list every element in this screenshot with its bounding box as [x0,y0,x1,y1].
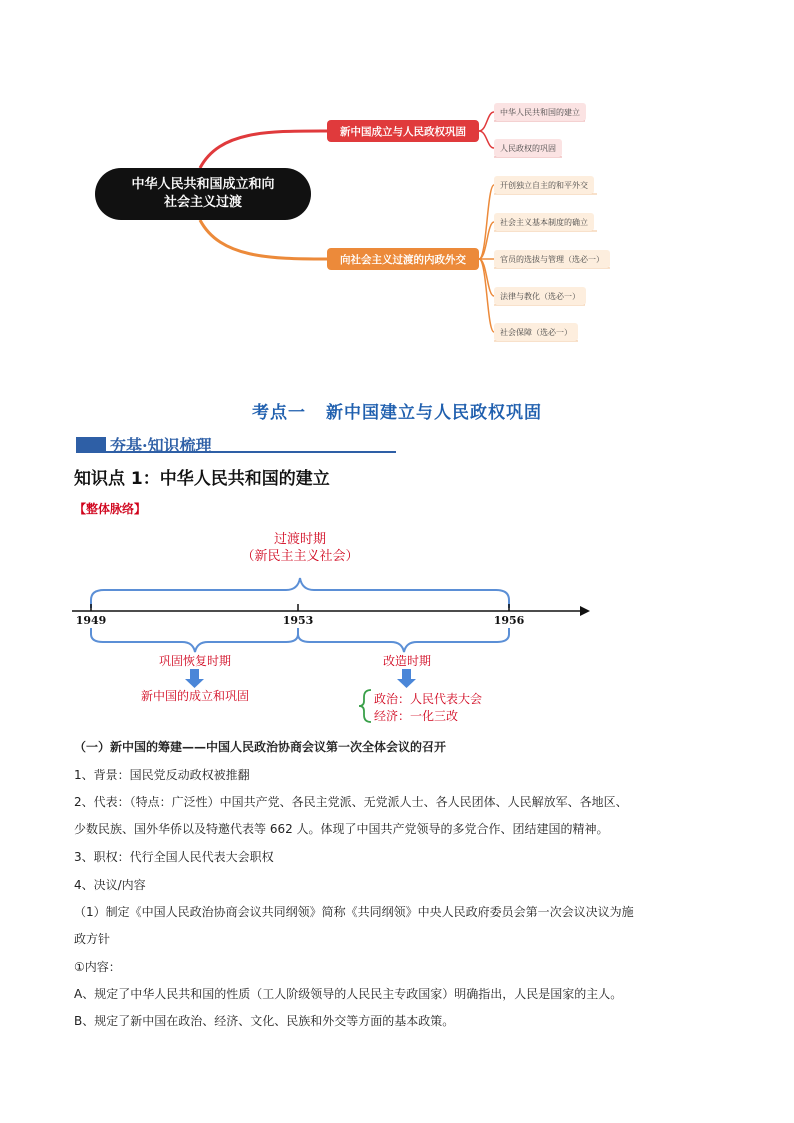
paragraph: 1、背景：国民党反动政权被推翻 [74,768,250,782]
timeline-top-brace [91,578,509,608]
section-title [0,398,794,423]
subheading: （一）新中国的筹建——中国人民政治协商会议第一次全体会议的召开 [74,740,447,754]
mindmap-leaf: 人民政权的巩固 [494,139,562,157]
mindmap-root-line-2: 社会主义过渡 [163,195,242,210]
right-arrow-head [397,679,416,688]
paragraph: ①内容： [74,960,121,974]
mindmap-leaf: 官员的选拔与管理（选必一） [494,250,610,268]
paragraph: B、规定了新中国在政治、经济、文化、民族和外交等方面的基本政策。 [74,1014,455,1028]
paragraph: 4、决议/内容 [74,878,146,892]
kaodian-label: 考点一 [252,403,306,423]
banner-title: 夯基·知识梳理 [110,436,212,455]
mindmap-branch-1: 新中国成立与人民政权巩固 [327,120,479,142]
right-arrow-stem [402,669,411,679]
left-arrow-head [185,679,204,688]
timeline-year: 1956 [493,614,525,627]
paragraph: 政方针 [74,932,111,946]
timeline-year: 1949 [75,614,107,627]
right-items-brace [359,690,371,722]
timeline-top-label: 过渡时期 [273,532,327,547]
timeline-year: 1953 [282,614,314,627]
timeline-left-brace [91,628,298,652]
left-period-label: 巩固恢复时期 [158,654,232,668]
overview-label: 【整体脉络】 [74,502,147,516]
right-item-economy: 经济：一化三改 [374,709,459,723]
right-item-politics: 政治：人民代表大会 [374,692,483,706]
mindmap-leaf: 中华人民共和国的建立 [494,103,586,121]
mindmap-branch-2: 向社会主义过渡的内政外交 [327,248,479,270]
banner-accent [76,437,106,451]
timeline-top-sub: （新民主主义社会） [241,549,359,564]
timeline-arrow [580,606,590,616]
mindmap-root-line-1: 中华人民共和国成立和向 [131,177,275,192]
mindmap-leaf: 法律与教化（选必一） [494,287,586,305]
mindmap-root-node [95,168,311,220]
paragraph: （1）制定《中国人民政治协商会议共同纲领》简称《共同纲领》中央人民政府委员会第一次会议决议为施 [74,905,634,919]
mindmap-leaf: 社会主义基本制度的确立 [494,213,594,231]
kaodian-title: 新中国建立与人民政权巩固 [326,403,542,423]
paragraph: 2、代表：（特点：广泛性）中国共产党、各民主党派、无党派人士、各人民团体、人民解放军、各地区、 [74,795,628,809]
timeline-right-brace [298,628,509,652]
mindmap-leaf: 社会保障（选必一） [494,323,578,341]
paragraph: A、规定了中华人民共和国的性质（工人阶级领导的人民民主专政国家）明确指出，人民是国家的主人。 [74,987,623,1001]
paragraph: 3、职权：代行全国人民代表大会职权 [74,850,274,864]
left-arrow-stem [190,669,199,679]
right-period-label: 改造时期 [382,654,432,668]
left-result-label: 新中国的成立和巩固 [140,689,250,703]
mindmap-leaf: 开创独立自主的和平外交 [494,176,594,194]
paragraph: 少数民族、国外华侨以及特邀代表等 662 人。体现了中国共产党领导的多党合作、团结建国的精神。 [74,822,609,836]
timeline-diagram [0,520,794,730]
knowledge-point-title: 知识点 1：中华人民共和国的建立 [74,469,330,489]
